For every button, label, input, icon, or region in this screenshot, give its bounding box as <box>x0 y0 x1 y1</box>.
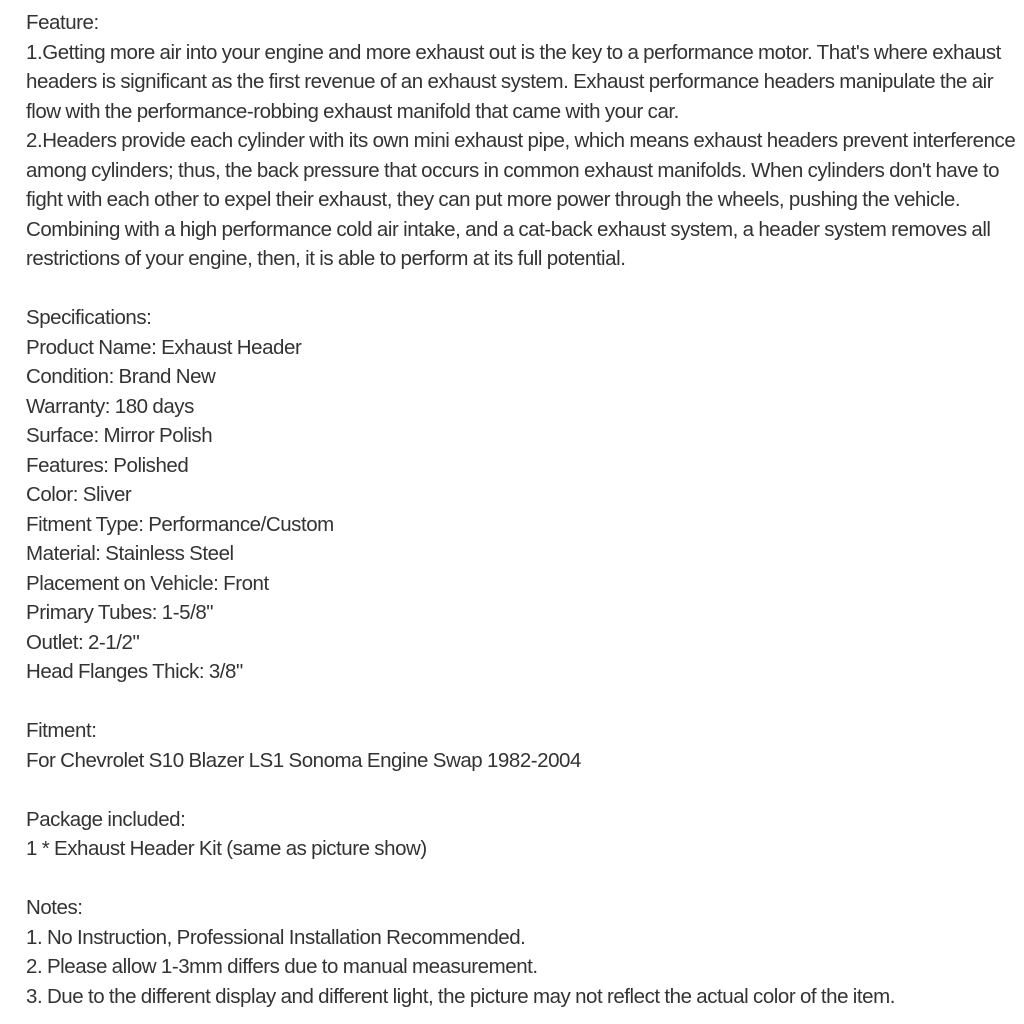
spec-item: Fitment Type: Performance/Custom <box>26 512 334 536</box>
note-item: 3. Due to the different display and different light, the picture may not reflect the actual color of the item. <box>26 984 895 1008</box>
package-item: 1 * Exhaust Header Kit (same as picture show) <box>26 837 427 860</box>
fitment-item: For Chevrolet S10 Blazer LS1 Sonoma Engine Swap 1982-2004 <box>26 748 581 772</box>
feature-section <box>26 8 1016 274</box>
note-item: 1. No Instruction, Professional Installation Recommended. <box>26 925 526 949</box>
feature-heading: Feature: <box>26 11 99 34</box>
feature-paragraph: 2.Headers provide each cylinder with its own mini exhaust pipe, which means exhaust headers prevent interference among cylinders; thus, the back pressure that occurs in common exhaust manifolds. When cylinders don't have to fight with each other to expel their exhaust, they can put more power through the wheels, pushing the vehicle. Combining with a high performance cold air intake, and a cat-back exhaust system, a header system removes all restrictions of your engine, then, it is able to perform at its full potential. <box>26 129 1016 270</box>
notes-section <box>26 893 1016 1011</box>
package-section <box>26 805 1016 864</box>
specifications-heading: Specifications: <box>26 306 152 329</box>
spec-item: Primary Tubes: 1-5/8" <box>26 601 214 624</box>
spec-item: Condition: Brand New <box>26 365 216 388</box>
feature-paragraph: 1.Getting more air into your engine and more exhaust out is the key to a performance motor. That's where exhaust headers is significant as the first revenue of an exhaust system. Exhaust performance headers manipulate the air flow with the performance-robbing exhaust manifold that came with your car. <box>26 40 1001 123</box>
product-description <box>26 8 1016 1011</box>
spec-item: Surface: Mirror Polish <box>26 424 213 447</box>
fitment-section <box>26 716 1016 775</box>
specifications-section <box>26 303 1016 687</box>
notes-heading: Notes: <box>26 896 83 919</box>
spec-item: Placement on Vehicle: Front <box>26 571 269 595</box>
spec-item: Features: Polished <box>26 453 189 477</box>
spec-item: Material: Stainless Steel <box>26 542 234 565</box>
note-item: 2. Please allow 1-3mm differs due to manual measurement. <box>26 955 538 978</box>
package-heading: Package included: <box>26 807 186 831</box>
spec-item: Outlet: 2-1/2" <box>26 630 140 654</box>
fitment-heading: Fitment: <box>26 719 97 742</box>
spec-item: Head Flanges Thick: 3/8" <box>26 660 243 683</box>
spec-item: Color: Sliver <box>26 483 132 506</box>
spec-item: Warranty: 180 days <box>26 394 194 418</box>
spec-item: Product Name: Exhaust Header <box>26 335 302 359</box>
